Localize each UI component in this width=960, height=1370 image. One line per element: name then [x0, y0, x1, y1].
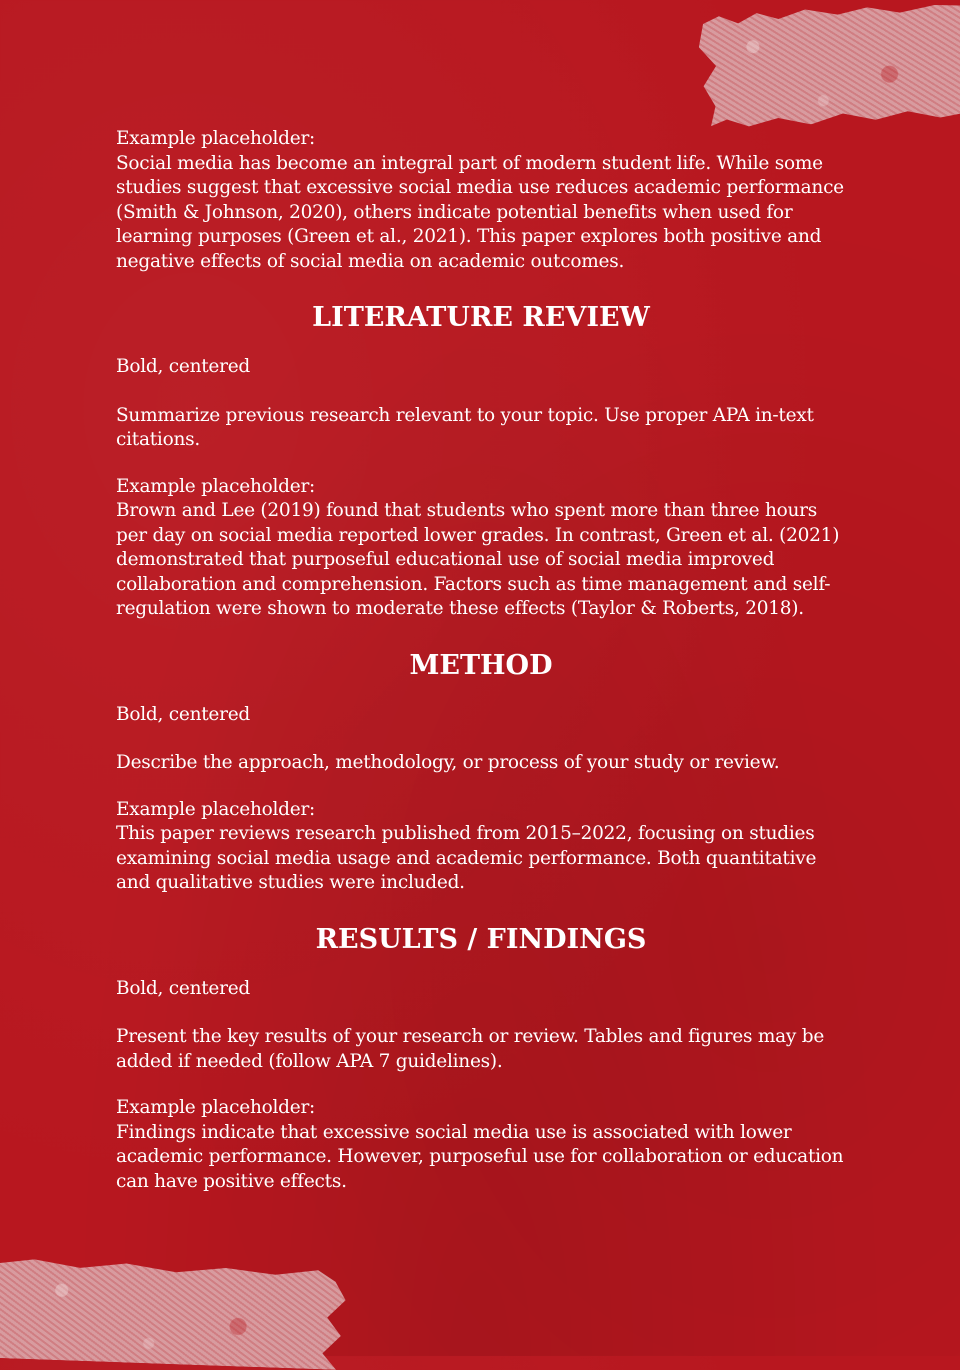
format-note: Bold, centered [116, 356, 250, 377]
example-label: Example placeholder: [116, 798, 316, 820]
example-text: Social media has become an integral part of modern student life. While some studies suggest that excessive social media use reduces academic performance (Smith & Johnson, 2020), others indicate potential benefits when used for learning purposes (Green et al., 2021). This paper explores both positive and negative effects of social media on academic outcomes. [116, 152, 844, 272]
example-label: Example placeholder: [116, 1097, 316, 1118]
section-heading-results: RESULTS / FINDINGS [315, 923, 647, 955]
section-instruction: Summarize previous research relevant to your topic. Use proper APA in-text citations. [116, 404, 814, 450]
decorative-tape-top [697, 1, 960, 130]
format-note: Bold, centered [116, 977, 250, 999]
results-section [116, 924, 846, 1195]
section-heading-method: METHOD [409, 649, 553, 681]
example-text: Brown and Lee (2019) found that students who spent more than three hours per day on social media reported lower grades. In contrast, Green et al. (2021) demonstrated that purposeful educational use of social media improved collaboration and comprehension. Factors such as time management and self-regulation were shown to moderate these effects (Taylor & Roberts, 2018). [116, 500, 840, 619]
format-note: Bold, centered [116, 703, 250, 725]
example-text: This paper reviews research published from 2015–2022, focusing on studies examining social media usage and academic performance. Both quantitative and qualitative studies were included. [116, 823, 817, 893]
section-instruction: Present the key results of your research or review. Tables and figures may be added if needed (follow APA 7 guidelines). [116, 1026, 825, 1072]
literature-review-section [116, 302, 846, 622]
example-text: Findings indicate that excessive social media use is associated with lower academic performance. However, purposeful use for collaboration or education can have positive effects. [116, 1121, 844, 1192]
document-body [116, 127, 846, 1194]
intro-section [116, 127, 846, 274]
decorative-tape-bottom [0, 1258, 347, 1370]
example-label: Example placeholder: [116, 128, 316, 149]
section-instruction: Describe the approach, methodology, or process of your study or review. [116, 752, 780, 773]
example-label: Example placeholder: [116, 475, 316, 497]
section-heading-literature-review: LITERATURE REVIEW [312, 302, 650, 333]
method-section [116, 650, 846, 896]
